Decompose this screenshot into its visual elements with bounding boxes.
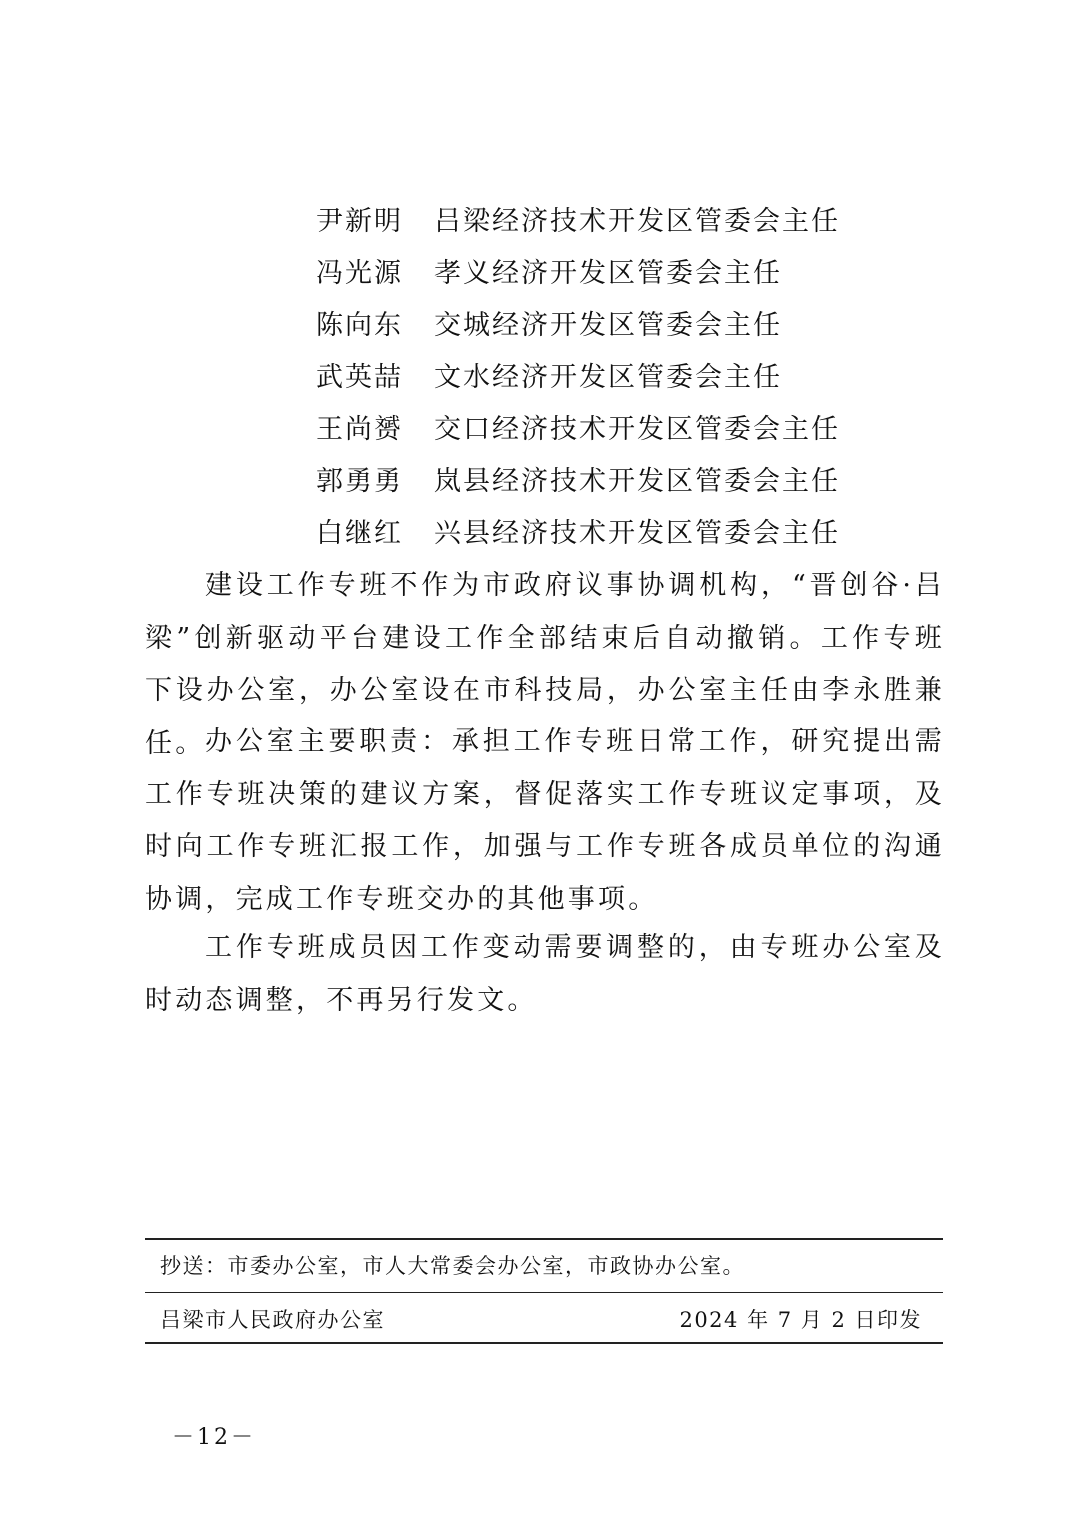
member-name: 陈向东 xyxy=(316,310,403,341)
footer-rule-bottom xyxy=(145,1342,943,1344)
member-title: 岚县经济技术开发区管委会主任 xyxy=(434,466,840,497)
paragraph-member-adjustment: 工作专班成员因工作变动需要调整的，由专班办公室及时动态调整，不再另行发文。 xyxy=(145,932,945,1016)
member-row xyxy=(316,456,840,508)
paragraph-office-duties: 办公室主要职责：承担工作专班日常工作，研究提出需工作专班决策的建议方案，督促落实工作专班议定事项，及时向工作专班汇报工作，加强与工作专班各成员单位的沟通协调，完成工作专班交办的其他事项。 xyxy=(145,726,945,915)
member-row xyxy=(316,352,840,404)
member-row xyxy=(316,300,840,352)
issuing-office: 吕梁市人民政府办公室 xyxy=(160,1308,385,1332)
member-title: 孝义经济开发区管委会主任 xyxy=(434,258,782,289)
footer-rule-top xyxy=(145,1238,943,1240)
member-list xyxy=(316,196,840,560)
member-name: 尹新明 xyxy=(316,206,403,237)
member-row xyxy=(316,248,840,300)
member-name: 武英喆 xyxy=(316,362,403,393)
paragraph-office-setup: 建设工作专班不作为市政府议事协调机构，“晋创谷·吕梁”创新驱动平台建设工作全部结束后自动撤销。工作专班下设办公室，办公室设在市科技局，办公室主任由李永胜兼任。 xyxy=(145,570,945,759)
member-title: 交口经济技术开发区管委会主任 xyxy=(434,414,840,445)
cc-line: 抄送：市委办公室，市人大常委会办公室，市政协办公室。 xyxy=(160,1254,745,1278)
member-name: 冯光源 xyxy=(316,258,403,289)
member-name: 郭勇勇 xyxy=(316,466,403,497)
member-title: 交城经济开发区管委会主任 xyxy=(434,310,782,341)
issue-date: 2024 年 7 月 2 日印发 xyxy=(679,1308,922,1332)
member-row xyxy=(316,196,840,248)
member-title: 吕梁经济技术开发区管委会主任 xyxy=(434,206,840,237)
member-row xyxy=(316,404,840,456)
member-title: 文水经济开发区管委会主任 xyxy=(434,362,782,393)
member-name: 王尚赟 xyxy=(316,414,403,445)
member-row xyxy=(316,508,840,560)
page-number: －12－ xyxy=(172,1425,256,1450)
footer-rule-middle xyxy=(145,1292,943,1293)
member-name: 白继红 xyxy=(316,518,403,549)
member-title: 兴县经济技术开发区管委会主任 xyxy=(434,518,840,549)
